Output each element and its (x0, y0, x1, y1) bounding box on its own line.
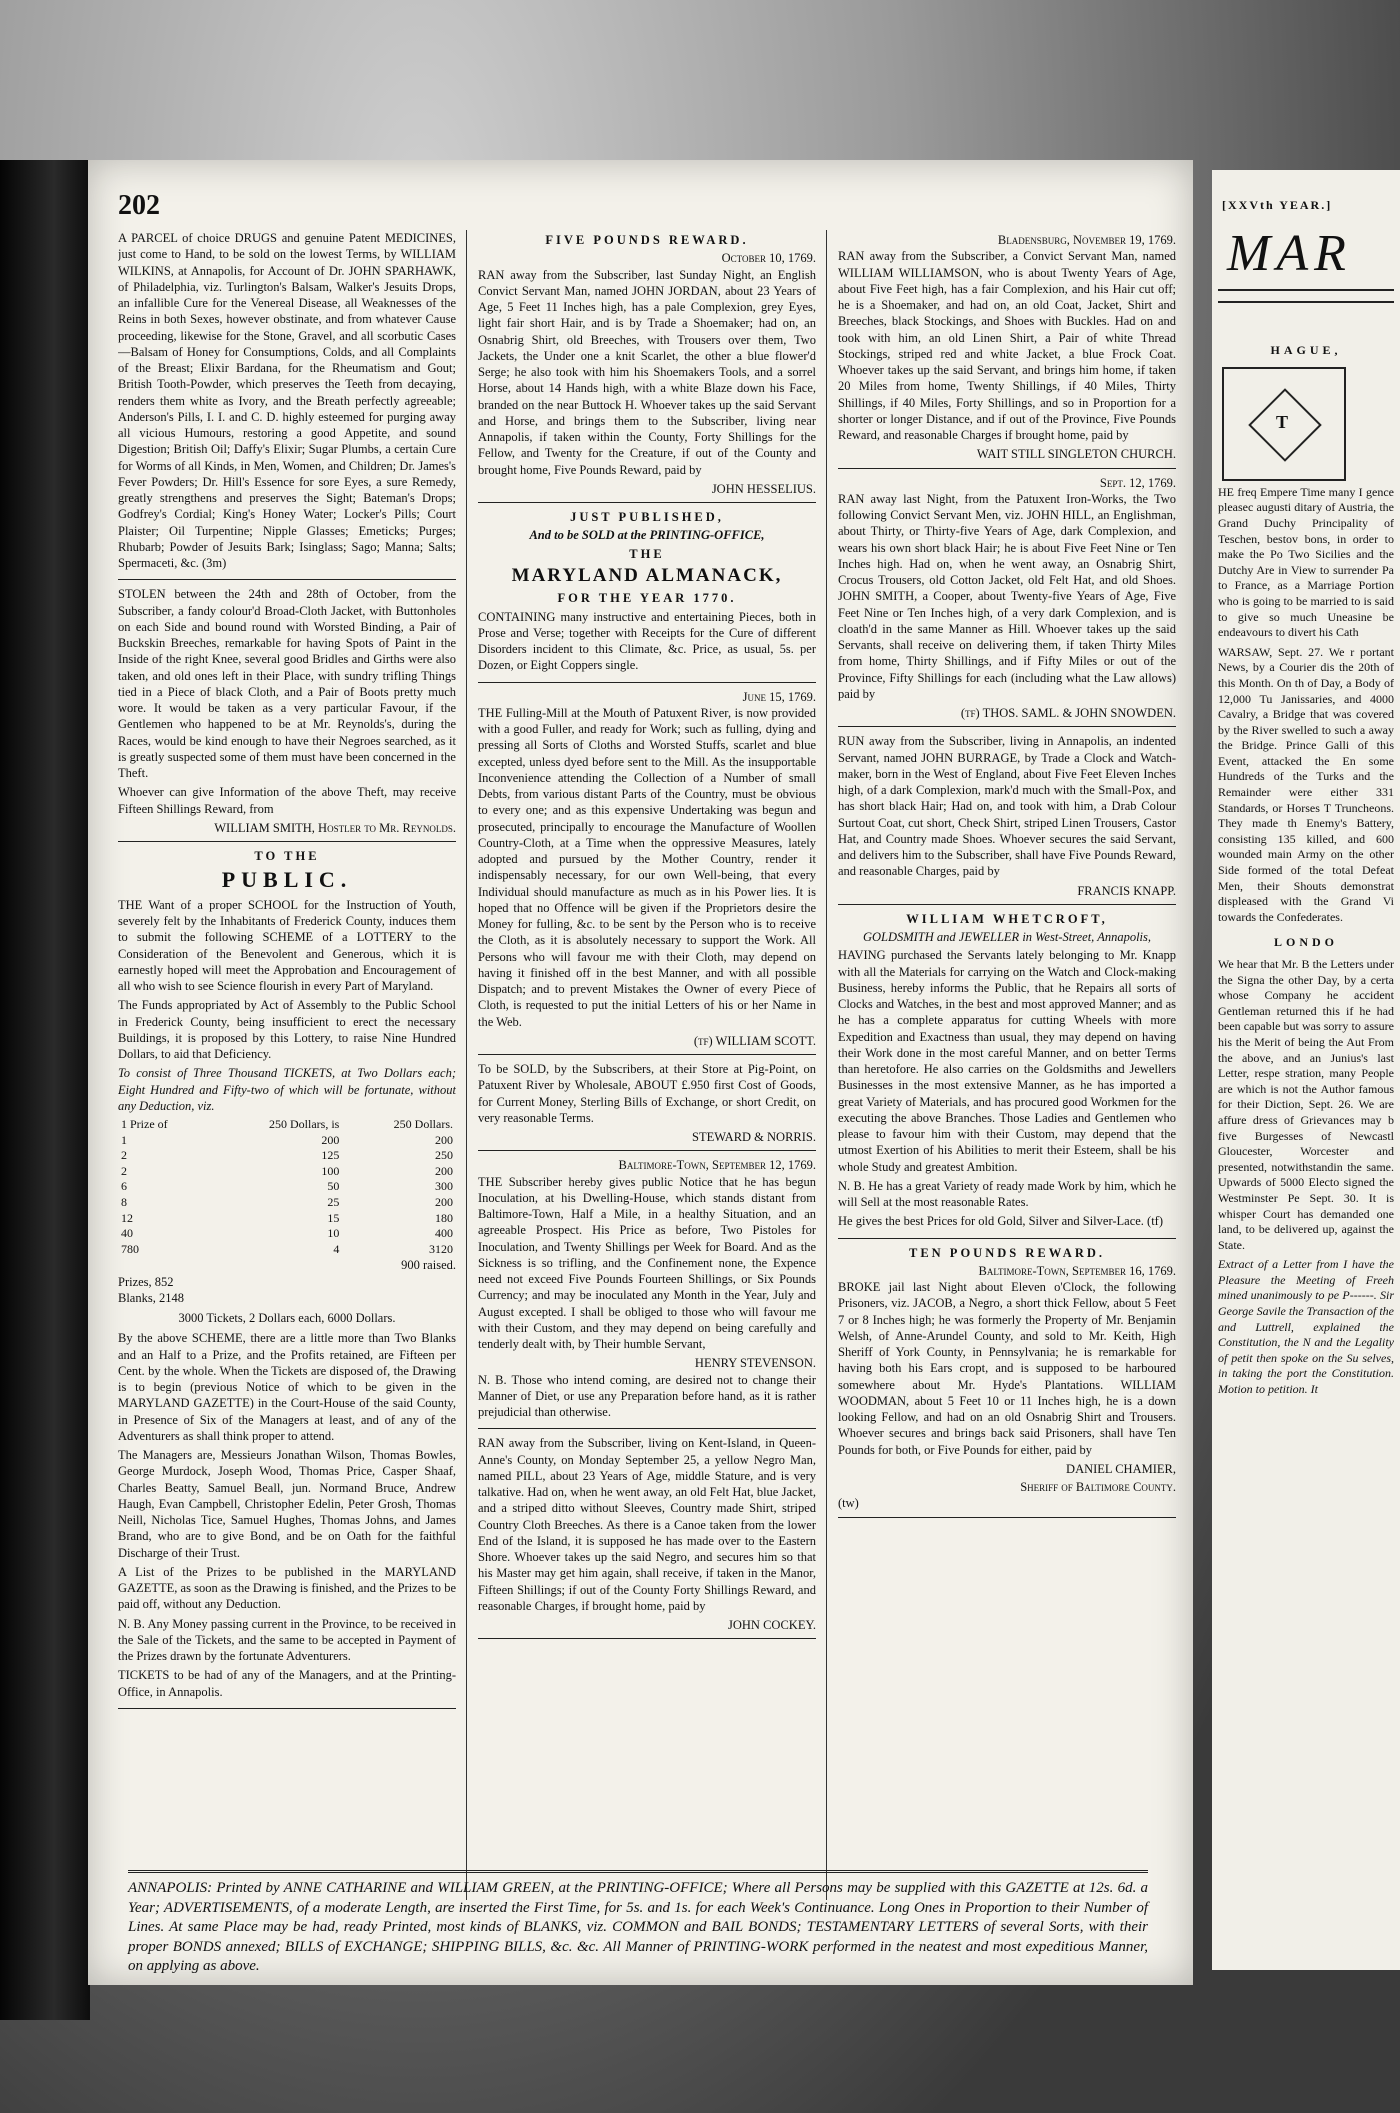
lottery-total: 3000 Tickets, 2 Dollars each, 6000 Dollars. (178, 1311, 396, 1326)
whetcroft-nb: N. B. He has a great Variety of ready made Work by him, which he will Sell at the most reasonable Rates. (838, 1178, 1176, 1209)
lottery-cell: 200 (321, 1132, 340, 1147)
reward-date: October 10, 1769. (721, 251, 816, 266)
lottery-cell: 50 (327, 1179, 340, 1194)
ad-stolen-reward: Whoever can give Information of the above Theft, may receive Fifteen Shillings Reward, from (118, 785, 456, 816)
lottery-cell: 200 (435, 1132, 453, 1147)
lottery-cell: 200 (435, 1195, 453, 1210)
mill-signature-line (478, 1033, 816, 1049)
mill-signature-mark: (tf) (693, 1033, 713, 1048)
almanack-year: FOR THE YEAR 1770. (557, 591, 737, 606)
column-rule-1 (466, 230, 467, 1900)
pill-signature: JOHN COCKEY. (728, 1618, 816, 1633)
whetcroft-subheading: GOLDSMITH and JEWELLER in West-Street, Annapolis, (862, 930, 1152, 944)
ad-ten-pounds (838, 1245, 1176, 1518)
london-body: We hear that Mr. B the Letters under the Signa the other Day, by a certa whose Company he accident Gentleman returned this if he had been capable but was sorry to assure his the Merit of being the Aut From the above, and an Junius's last Letter, respe stration, many People are which is not the Author famous for their Diction, Sept. 26. We are affure dress of Grievances may b five Burgesses of Newcastl Gloucester, Worcester and presented, notwithstandin the same. Upwards of 5000 Electo signed the Westminster Pe Sept. 30. It is whisper Court has demanded one land, to be delivered up, against the State. (1218, 957, 1394, 1252)
just-published: JUST PUBLISHED, (570, 510, 724, 524)
ad-bladensburg (838, 232, 1176, 469)
printer-imprint: ANNAPOLIS: Printed by ANNE CATHARINE and WILLIAM GREEN, at the PRINTING-OFFICE; Where all Persons may be supplied with this GAZETTE at 12s. 6d. a Year; ADVERTISEMENTS, of a moderate Length, are inserted the First Time, for 5s. and 1s. for each Week's Continuance. Long Ones in Proportion to their Number of Lines. At same Place may be had, ready Printed, most kinds of BLANKS, viz. COMMON and BAIL BONDS; TESTAMENTARY LETTERS of several Sorts, with their proper BONDS annexed; BILLS of EXCHANGE; SHIPPING BILLS, &c. &c. All Manner of PRINTING-WORK performed in the neatest and most expeditious Manner, on applying as above. (128, 1870, 1148, 1977)
reward-signature: JOHN HESSELIUS. (711, 481, 816, 496)
lottery-raised: 900 raised. (401, 1258, 456, 1273)
whetcroft-body: HAVING purchased the Servants lately belonging to Mr. Knapp with all the Materials for carrying on the Watch and Clock-making Business, hereby informs the Public, that he Repairs all sorts of Clocks and Watches, in the best and most approved Manner; and as he has a complete apparatus for cutting Wheels with more Expedition and Exactness than usual, they may depend on having their Work done in the most careful Manner, and on better Terms than heretofore. He also carries on the Goldsmiths and Jewellers Businesses in the most extensive Manner, as he has imported a great Variety of Materials, and has procured good Workmen for the executing the above Branches. Those Ladies and Gentlemen who please to favour him with their Custom, may depend that the utmost Exertion of his Abilities to merit their Esteem, shall be his whole Study and greatest Ambition. (838, 948, 1176, 1174)
ad-fulling-mill (478, 689, 816, 1056)
lottery-cell: 300 (435, 1179, 453, 1194)
ad-snowden (838, 475, 1176, 728)
lottery-cell: 40 (121, 1226, 133, 1241)
sold-at: And to be SOLD at the PRINTING-OFFICE, (529, 528, 765, 543)
ad-hesselius (478, 232, 816, 503)
ornament-letter: T (1276, 411, 1289, 432)
column-rule-2 (826, 230, 827, 1900)
lottery-row (118, 1242, 456, 1258)
reward-body: RAN away from the Subscriber, last Sunday Night, an English Convict Servant Man, named JOHN JORDAN, about 23 Years of Age, 5 Feet 11 Inches high, has a pale Complexion, grey Eyes, light fair short Hair, and is by Trade a Shoemaker; had on, an Osnabrig Shirt, old Breeches, with Trousers over them, Two Jackets, the Under one a knit Scarlet, the other a blue flower'd Serge; he also took with him his Shoemakers Tools, and a sorrel Horse, about 14 Hands high, with a white Blaze down his Face, branded on the near Buttock H. Whoever takes up the said Servant and Horse, and brings them to the Subscriber, living near Annapolis, if taken within the County, Forty Shillings for the Fellow, and Twenty for the Creature, if out of the County and brought home, Five Pounds Reward, paid by (478, 267, 816, 477)
book-binding (0, 160, 90, 2020)
facing-page (1212, 170, 1400, 1970)
lottery-body: By the above SCHEME, there are a little more than Two Blanks and an Half to a Prize, and the Profits retained, are Fifteen per Cent. by the whole. When the Tickets are disposed of, the Drawing is to begin (previous Notice of which to be given in the MARYLAND GAZETTE) in the Court-House of the said County, in Presence of Six of the Managers at least, and of any of the Adventurers as shall think proper to attend. (118, 1331, 456, 1443)
snowden-signature-line (838, 705, 1176, 721)
almanack-the: THE (629, 546, 665, 561)
lottery-cell: 125 (321, 1148, 340, 1163)
ad-stolen-signature: WILLIAM SMITH, Hostler to Mr. Reynolds. (214, 820, 456, 835)
ad-pill (478, 1435, 816, 1639)
ad-inoculation (478, 1157, 816, 1429)
ten-pounds-body: BROKE jail last Night about Eleven o'Clock, the following Prisoners, viz. JACOB, a Negro, a short thick Fellow, about 5 Feet 7 or 8 Inches high; he was formerly the Property of Mr. Benjamin Welsh, of Anne-Arundel County, and sold to Mr. Keith, High Sheriff of York County, in Pennsylvania; he is remarkable for having both his Ears cropt, and is supposed to be harboured somewhere about Mr. Hyde's Plantations. WILLIAM WOODMAN, about 5 Feet 10 or 11 Inches high, he is a down looking Fellow, and had on an old Osnabrig Shirt and Trousers. Whoever secures and brings back said Prisoners, shall have Ten Pounds for both, or Five Pounds for either, paid by (838, 1280, 1176, 1457)
knapp-body: RUN away from the Subscriber, living in Annapolis, an indented Servant, named JOHN BURRAGE, by Trade a Clock and Watch-maker, born in the West of England, about Five Feet Eleven Inches high, of a dark Complexion, mark'd much with the Small-Pox, and has short black Hair; Had on, and took with him, a Drab Colour Surtout Coat, cut short, Check Shirt, striped Linen Trousers, Castor Hat, and Country made Shoes. Whoever secures the said Servant, and delivers him to the Subscriber, shall have Five Pounds Reward, and reasonable Charges, paid by (838, 734, 1176, 879)
extract-body: Extract of a Letter from I have the Pleasure the Meeting of Freeh mined unanimously to pe P------. Sir George Savile the Transaction of the and Luttrell, explained the Constitution, the N and the Legality of petit then spoke on the Su selves, in taking the port the Constitution. Motion to petition. It (1218, 1257, 1394, 1397)
whetcroft-heading: WILLIAM WHETCROFT, (906, 911, 1108, 926)
ad-almanack (478, 509, 816, 683)
lottery-cell: 250 (435, 1148, 453, 1163)
london-heading: LONDO (1273, 935, 1338, 950)
public-body: THE Want of a proper SCHOOL for the Instruction of Youth, severely felt by the Inhabitants of Frederick County, induces them to submit the following SCHEME of a LOTTERY to the Consideration of the Benevolent and Generous, which it is earnestly hoped will meet the Approbation and Encouragement of all who wish to see Science flourish in every Part of Maryland. (118, 897, 456, 994)
pig-point-body: To be SOLD, by the Subscribers, at their Store at Pig-Point, on Patuxent River by Wholesale, ABOUT £.950 first Cost of Goods, for Current Money, Sterling Bills of Exchange, or short Credit, on very reasonable Terms. (478, 1062, 816, 1125)
year-label: [XXVth YEAR.] (1222, 198, 1333, 212)
lottery-row (118, 1148, 456, 1164)
almanack-body: CONTAINING many instructive and entertaining Pieces, both in Prose and Verse; together with Receipts for the Cure of different Disorders incident to this Climate, &c. Price, as usual, 5s. per Dozen, or Eight Coppers single. (478, 609, 816, 673)
masthead: MAR (1227, 224, 1352, 282)
almanack-title: MARYLAND ALMANACK, (511, 564, 783, 586)
ad-stolen (118, 586, 456, 842)
lottery-managers-2: A List of the Prizes to be published in the MARYLAND GAZETTE, as soon as the Drawing is finished, and the Prizes to be paid off, without any Deduction. (118, 1564, 456, 1612)
lottery-prizes: Prizes, 852 (118, 1274, 174, 1289)
bladensburg-signature: WAIT STILL SINGLETON CHURCH. (976, 447, 1176, 462)
public-heading-1: TO THE (254, 849, 320, 863)
lottery-scheme-table (118, 1117, 456, 1257)
knapp-signature: FRANCIS KNAPP. (1077, 883, 1176, 898)
mill-body: THE Fulling-Mill at the Mouth of Patuxent River, is now provided with a good Fuller, and ready for Work; such as fulling, dying and pressing all Sorts of Cloths and Worsted Stuffs, scarlet and blue excepted, unless dyed before sent to the Mill. As the insupportable Inconvenience attending the Collection of a Number of small Debts, from various distant Parts of the Country, must be obvious to every one; and as this expensive Undertaking was begun and prosecuted, principally to encourage the Manufacture of Woollen Country-Cloth, at a Time when the oppressive Measures, lately adopted and pursued by the Mother Country, render it indispensably necessary, for our own Well-being, that every Individual should manufacture as much as in his Power lies. It is hoped that no Offence will be given if the Proprietors desire the Money for fulling, &c. to be sent by the Person who is to receive the Cloth, as it is absolutely necessary to support the Work. All Persons who will favour me with their Cloth, may depend on having it finished off in the best Manner, and with all possible Dispatch; and to prevent Mistakes the Owner of every Piece of Cloth, is requested to put the initial Letters of his or her Name in the Web. (478, 705, 816, 1029)
hague-body: HE freq Empere Time many I gence pleasec augusti ditary of Austria, the Grand Duchy Principality of Teschen, bestov bons, in order to make the Po Two Sicilies and the Dutchy Are in View to surrender Pa to France, as a Marriage Portion who is going to be married to is said to give so much Uneasine be endeavours to divert his Cath (1218, 484, 1394, 640)
ad-whetcroft (838, 911, 1176, 1239)
lottery-cell: 780 (121, 1241, 139, 1256)
pill-body: RAN away from the Subscriber, living on Kent-Island, in Queen-Anne's County, on Monday September 25, a yellow Negro Man, named PILL, about 23 Years of Age, middle Stature, and is very talkative. Had on, when he went away, an old Felt Hat, blue Jacket, and a striped ditto without Sleeves, Country made Shirt, striped Country Cloth Breeches. As there is a Canoe taken from the lower End of the Island, it is supposed he has made over to the Eastern Shore. Whoever takes up the said Negro, and secures him so that his Master may get him again, shall receive, if taken in the Manor, Fifteen Shillings; if out of the County Forty Shillings Reward, and reasonable Charges, if brought home, paid by (478, 1436, 816, 1613)
ten-pounds-heading: TEN POUNDS REWARD. (908, 1245, 1106, 1260)
lottery-tickets: TICKETS to be had of any of the Managers, and at the Printing-Office, in Annapolis. (118, 1668, 456, 1699)
lottery-cell: 1 (121, 1132, 127, 1147)
lottery-row (118, 1179, 456, 1195)
column-right (838, 230, 1176, 1900)
lottery-managers: The Managers are, Messieurs Jonathan Wilson, Thomas Bowles, George Murdock, Joseph Wood, Thomas Price, Casper Shaaf, Charles Beatty, Samuel Beall, jun. Normand Bruce, Andrew Haugh, Evan Campbell, Christopher Edelin, Peter Grosh, Thomas Neill, Nicholas Tice, Samuel Hughes, Thomas Johns, and James Brand, who are to give Bond, and be on Oath for the faithful Discharge of their Trust. (118, 1448, 456, 1560)
lottery-cell: 3120 (429, 1241, 453, 1256)
snowden-signature: THOS. SAML. & JOHN SNOWDEN. (982, 706, 1176, 720)
public-body-2: The Funds appropriated by Act of Assembly to the Public School in Frederick County, being insufficient to erect the necessary Buildings, it is proposed by this Lottery, to raise Nine Hundred Dollars, to aid that Deficiency. (118, 998, 456, 1062)
column-left (118, 230, 456, 1900)
mill-date: June 15, 1769. (742, 689, 816, 704)
lottery-cell: 250 Dollars. (393, 1117, 453, 1132)
ad-medicines-text: A PARCEL of choice DRUGS and genuine Patent MEDICINES, just come to Hand, to be sold on the lowest Terms, by WILLIAM WILKINS, at Annapolis, for Account of Dr. JOHN SPARHAWK, of Philadelphia, viz. Turlington's Balsam, Walker's Jesuits Drops, an infallible Cure for the Venereal Disease, all Weaknesses of the Reins in both Sexes, however obstinate, and from whatever Cause proceeding, likewise for the Stone, Gravel, and all scorbutic Cases—Balsam of Honey for Consumptions, Colds, and all Complaints of the Breast; Elixir Bardana, for the Rheumatism and Gout; British Tooth-Powder, which preserves the Teeth from decaying, renders them white as Ivory, and the Breath perfectly agreeable; Anderson's Pills, I. I. and C. D. highly esteemed for purging away all vicious Humours, restoring a good Appetite, and sound Digestion; British Oil; Daffy's Elixir; Sugar Plumbs, a certain Cure for Worms of all Kinds, in Men, Women, and Children; Dr. James's Fever Powders; Dr. Hill's Essence for sore Eyes, a sure Remedy, greatly strengthens and preserves the Sight; Bateman's Drops; Godfrey's Cordial; King's Honey Water; Locker's Pills; Court Plaister; Oil Turpentine; Nipple Glasses; Emeticks; Purges; Rhubarb; Powder of Jesuits Bark; Isinglass; Sago; Manna; Salts; Spermaceti, &c. (3m) (118, 231, 456, 570)
snowden-body: RAN away last Night, from the Patuxent Iron-Works, the Two following Convict Servant Men, viz. JOHN HILL, an Englishman, about Thirty, or Thirty-five Years of Age, dark Complexion, and wears his own short black Hair; he is about Five Feet Nine or Ten Inches high. Had on, when he went away, an Osnabrig Shirt, Crocus Trousers, old Cotton Jacket, old Felt Hat, and old Shoes. JOHN SMITH, a Cooper, about Twenty-five Years of Age, Five Feet Nine or Ten Inches high, of a very dark Complexion, and is cloath'd in the same Manner as Hill. Whoever takes up the said Servants, shall receive on delivering them, if taken Thirty Miles from home, Thirty Shillings, and if Fifty Miles or out of the Province, Fifty Shillings for each (including what the Law allows) paid by (838, 491, 1176, 701)
lottery-cell: 10 (327, 1226, 340, 1241)
whetcroft-nb-2: He gives the best Prices for old Gold, Silver and Silver-Lace. (tf) (838, 1214, 1164, 1229)
lottery-nb: N. B. Any Money passing current in the Province, to be received in the Sale of the Tickets, and the same to be accepted in Payment of the Prizes drawn by the fortunate Adventurers. (118, 1616, 456, 1664)
lottery-cell: 15 (327, 1210, 340, 1225)
lottery-cell: 180 (435, 1210, 453, 1225)
reward-heading: FIVE POUNDS REWARD. (545, 233, 749, 247)
lottery-row (118, 1117, 456, 1133)
lottery-cell: 8 (121, 1195, 127, 1210)
ad-medicines (118, 230, 456, 580)
lottery-row (118, 1133, 456, 1149)
lottery-cell: 250 Dollars, is (269, 1117, 340, 1132)
bladensburg-body: RAN away from the Subscriber, a Convict Servant Man, named WILLIAM WILLIAMSON, who is about Twenty Years of Age, about Five Feet high, has a fair Complexion, and his Hair cut off; he is a Shoemaker, and had on, an old Coat, Jacket, Shirt and Breeches, black Stockings, and Shoes with Buckles. Had on and took with him, an old Linen Shirt, a Pair of white Thread Stockings, striped red and white Jacket, a blue Frock Coat. Whoever takes up the said Servant, and brings him home, if taken 20 Miles from home, Twenty Shillings, if 40 Miles, Thirty Shillings, if 40 Miles, Forty Shillings, and so in Proportion for a shorter or longer Distance, and if out of the Province, Five Pounds Reward, and reasonable Charges if brought home, paid by (838, 249, 1176, 442)
inoculation-date: Baltimore-Town, September 12, 1769. (618, 1158, 816, 1173)
lottery-row (118, 1164, 456, 1180)
inoculation-signature: HENRY STEVENSON. (694, 1356, 816, 1371)
lottery-row (118, 1195, 456, 1211)
ad-lottery (118, 848, 456, 1709)
ornament-icon (1222, 367, 1346, 481)
newspaper-page (88, 160, 1193, 1985)
lottery-cell: 25 (327, 1195, 340, 1210)
lottery-intro: To consist of Three Thousand TICKETS, at Two Dollars each; Eight Hundred and Fifty-two of which will be fortunate, without any Deduction, viz. (118, 1066, 456, 1113)
lottery-cell: 100 (321, 1163, 340, 1178)
warsaw-body: WARSAW, Sept. 27. We r portant News, by a Courier dis the 20th of this Month. On th of Day, a Body of 12,000 Tu Janissaries, and 4000 Cavalry, a Bridge that was covered by the River swelled to such a away the Bridge. Prince Galli of this Event, attacked the En some Hundreds of the Turks and the Remainder were either 331 Standards, or Horses T Truncheons. They made th Enemy's Battery, consisting 135 killed, and 600 wounded main Army on the other Side formed of the total Defeat Men, their Shouts demonstrat displeased with the Grand Vi towards the Confederates. (1218, 644, 1394, 924)
page-number: 202 (118, 190, 160, 221)
snowden-signature-mark: (tf) (960, 706, 980, 720)
lottery-cell: 12 (121, 1210, 133, 1225)
ad-stolen-text: STOLEN between the 24th and 28th of October, from the Subscriber, a fandy colour'd Broad-Cloth Jacket, with Buttonholes on each Side and bound round with Worsted Binding, a Pair of Buckskin Breeches, remarkable for having Spots of Paint in the Inside of the right Knee, several good Bridles and Girths were also taken, and old ones left in their Place, with sundry trifling Things tied in a Piece of black Cloth, and a Pair of Boots pretty much wore. It would be taken as a very particular Favour, if the Gentlemen who happened to be at Mr. Reynolds's, during the Races, would be kind enough to have their Negroes searched, as it is greatly suspected some of them must have been concerned in the Theft. (118, 587, 456, 780)
lottery-cell: 1 Prize of (121, 1117, 168, 1132)
lottery-cell: 4 (333, 1241, 340, 1256)
lottery-cell: 2 (121, 1163, 127, 1178)
inoculation-nb: N. B. Those who intend coming, are desired not to change their Manner of Diet, or use any Preparation before hand, as it is rather prejudicial than otherwise. (478, 1372, 816, 1420)
lottery-row (118, 1226, 456, 1242)
lottery-blanks: Blanks, 2148 (118, 1290, 184, 1305)
snowden-date: Sept. 12, 1769. (1099, 475, 1176, 490)
ten-pounds-mark: (tw) (838, 1496, 859, 1511)
ten-pounds-date: Baltimore-Town, September 16, 1769. (978, 1263, 1176, 1278)
lottery-cell: 6 (121, 1179, 127, 1194)
inoculation-body: THE Subscriber hereby gives public Notice that he has begun Inoculation, at his Dwelling-House, which stands distant from Baltimore-Town, Half a Mile, in a healthy Situation, and an agreeable Prospect. His Price as before, Two Pistoles for Inoculation, and Twenty Shillings per Week for Board. And as the Sickness is so trifling, and the Confinement none, the Expence need not exceed Five Pounds Fourteen Shillings, or Six Pounds Currency; and may be inoculated any Month in the Year, July and August excepted. I shall be obliged to those who will favour me with their Custom, and they may depend on being carefully and tenderly dealt with, by Their humble Servant, (478, 1174, 816, 1352)
bladensburg-date: Bladensburg, November 19, 1769. (997, 233, 1176, 247)
lottery-row (118, 1211, 456, 1227)
masthead-rule (1218, 289, 1394, 303)
ten-pounds-signature: DANIEL CHAMIER, (1066, 1461, 1176, 1476)
column-middle (478, 230, 816, 1900)
mill-signature: WILLIAM SCOTT. (715, 1033, 816, 1048)
lottery-cell: 200 (435, 1163, 453, 1178)
lottery-cell: 400 (435, 1226, 453, 1241)
ten-pounds-signature-title: Sheriff of Baltimore County. (1020, 1480, 1176, 1494)
lottery-cell: 2 (121, 1148, 127, 1163)
public-heading-2: PUBLIC. (221, 867, 353, 893)
hague-heading: HAGUE, (1270, 343, 1342, 358)
ad-knapp (838, 733, 1176, 905)
pig-point-signature: STEWARD & NORRIS. (692, 1130, 816, 1145)
ad-pig-point (478, 1061, 816, 1151)
